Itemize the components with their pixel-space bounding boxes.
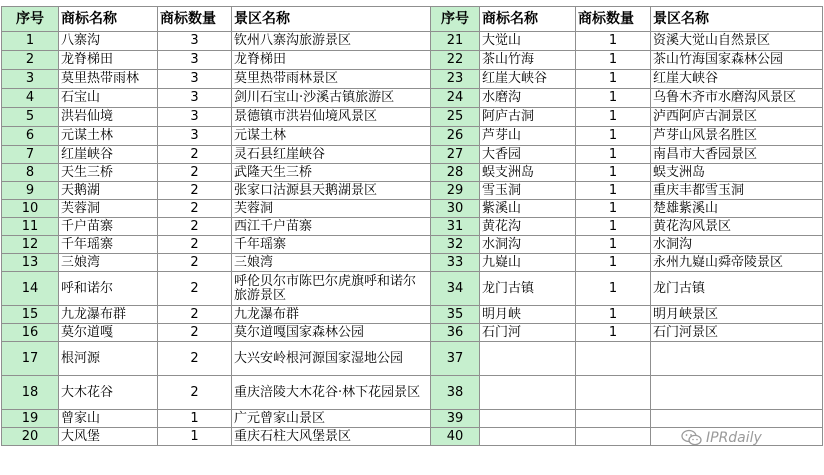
seq-left-cell: 16 — [2, 324, 59, 342]
scenic-left-cell: 九龙瀑布群 — [232, 306, 431, 324]
seq-left-cell: 9 — [2, 182, 59, 200]
table-row — [2, 376, 823, 410]
table-row — [2, 254, 823, 272]
count-header: 商标数量 — [158, 7, 232, 32]
scenic-left-cell: 莫里热带雨林景区 — [232, 70, 431, 89]
scenic-right-cell: 南昌市大香园景区 — [651, 146, 823, 164]
count-right-cell — [576, 428, 651, 446]
seq-right-cell: 21 — [431, 32, 480, 51]
scenic-right-cell — [651, 410, 823, 428]
scenic-right-cell: 资溪大觉山自然景区 — [651, 32, 823, 51]
brand-left-cell: 莫里热带雨林 — [59, 70, 158, 89]
brand-right-cell: 蜈支洲岛 — [480, 164, 576, 182]
table-row — [2, 164, 823, 182]
seq-right-cell: 33 — [431, 254, 480, 272]
brand-left-cell: 曾家山 — [59, 410, 158, 428]
count-left-cell: 2 — [158, 342, 232, 376]
brand-left-cell: 根河源 — [59, 342, 158, 376]
scenic-left-cell: 三娘湾 — [232, 254, 431, 272]
scenic-left-cell: 灵石县红崖峡谷 — [232, 146, 431, 164]
seq-left-cell: 19 — [2, 410, 59, 428]
count-left-cell: 3 — [158, 70, 232, 89]
count-right-cell: 1 — [576, 164, 651, 182]
count-right-cell: 1 — [576, 218, 651, 236]
brand-right-cell: 石门河 — [480, 324, 576, 342]
count-left-cell: 3 — [158, 51, 232, 70]
scenic-left-cell: 剑川石宝山·沙溪古镇旅游区 — [232, 89, 431, 108]
seq-right-cell: 30 — [431, 200, 480, 218]
seq-left-cell: 15 — [2, 306, 59, 324]
brand-right-cell — [480, 342, 576, 376]
count-left-cell: 3 — [158, 127, 232, 146]
brand-right-cell: 芦芽山 — [480, 127, 576, 146]
table-row — [2, 127, 823, 146]
seq-left-cell: 6 — [2, 127, 59, 146]
count-right-cell: 1 — [576, 32, 651, 51]
brand-left-cell: 八寨沟 — [59, 32, 158, 51]
scenic-right-cell: 芦芽山风景名胜区 — [651, 127, 823, 146]
brand-left-cell: 元谋土林 — [59, 127, 158, 146]
scenic-left-cell: 西江千户苗寨 — [232, 218, 431, 236]
seq-left-cell: 11 — [2, 218, 59, 236]
brand-left-cell: 洪岩仙境 — [59, 108, 158, 127]
scenic-right-cell — [651, 342, 823, 376]
count-right-cell — [576, 376, 651, 410]
seq-left-cell: 20 — [2, 428, 59, 446]
count-right-cell: 1 — [576, 182, 651, 200]
brand-right-cell: 阿庐古洞 — [480, 108, 576, 127]
count-left-cell: 3 — [158, 108, 232, 127]
seq-right-cell: 22 — [431, 51, 480, 70]
seq-right-cell: 23 — [431, 70, 480, 89]
brand-left-cell: 天鹅湖 — [59, 182, 158, 200]
seq-right-cell: 38 — [431, 376, 480, 410]
brand-left-cell: 芙蓉洞 — [59, 200, 158, 218]
seq-right-cell: 37 — [431, 342, 480, 376]
scenic-left-cell: 张家口沽源县天鹅湖景区 — [232, 182, 431, 200]
count-left-cell: 3 — [158, 89, 232, 108]
seq-left-cell: 8 — [2, 164, 59, 182]
seq-right-cell: 24 — [431, 89, 480, 108]
scenic-right-cell: 水洞沟 — [651, 236, 823, 254]
table-row — [2, 51, 823, 70]
brand-left-cell: 龙脊梯田 — [59, 51, 158, 70]
scenic-right-cell: 石门河景区 — [651, 324, 823, 342]
scenic-left-cell: 莫尔道嘎国家森林公园 — [232, 324, 431, 342]
seq-right-cell: 35 — [431, 306, 480, 324]
seq-right-cell: 25 — [431, 108, 480, 127]
brand-left-cell: 九龙瀑布群 — [59, 306, 158, 324]
table-row — [2, 272, 823, 306]
scenic-left-cell: 呼伦贝尔市陈巴尔虎旗呼和诺尔旅游景区 — [232, 272, 431, 306]
table-row — [2, 342, 823, 376]
count-left-cell: 2 — [158, 200, 232, 218]
brand-right-cell: 九嶷山 — [480, 254, 576, 272]
scenic-right-cell: 红崖大峡谷 — [651, 70, 823, 89]
table-row — [2, 108, 823, 127]
brand-right-cell: 黄花沟 — [480, 218, 576, 236]
brand-header-right: 商标名称 — [480, 7, 576, 32]
scenic-right-cell: 乌鲁木齐市水磨沟风景区 — [651, 89, 823, 108]
seq-left-cell: 7 — [2, 146, 59, 164]
trademark-table — [1, 6, 823, 446]
table-row — [2, 32, 823, 51]
brand-left-cell: 千户苗寨 — [59, 218, 158, 236]
seq-left-cell: 18 — [2, 376, 59, 410]
scenic-left-cell: 重庆石柱大风堡景区 — [232, 428, 431, 446]
seq-right-cell: 32 — [431, 236, 480, 254]
count-right-cell: 1 — [576, 254, 651, 272]
scenic-left-cell: 景德镇市洪岩仙境风景区 — [232, 108, 431, 127]
count-right-cell: 1 — [576, 200, 651, 218]
seq-left-cell: 17 — [2, 342, 59, 376]
seq-left-cell: 3 — [2, 70, 59, 89]
count-left-cell: 1 — [158, 428, 232, 446]
seq-right-cell: 31 — [431, 218, 480, 236]
brand-left-cell: 天生三桥 — [59, 164, 158, 182]
count-left-cell: 2 — [158, 324, 232, 342]
table-row — [2, 89, 823, 108]
seq-left-cell: 5 — [2, 108, 59, 127]
brand-right-cell: 红崖大峡谷 — [480, 70, 576, 89]
seq-left-cell: 14 — [2, 272, 59, 306]
brand-right-cell: 明月峡 — [480, 306, 576, 324]
count-right-cell: 1 — [576, 70, 651, 89]
count-left-cell: 1 — [158, 410, 232, 428]
seq-right-cell: 28 — [431, 164, 480, 182]
watermark — [681, 429, 762, 447]
brand-right-cell: 水洞沟 — [480, 236, 576, 254]
seq-right-cell: 39 — [431, 410, 480, 428]
table-row — [2, 218, 823, 236]
scenic-left-cell: 大兴安岭根河源国家湿地公园 — [232, 342, 431, 376]
count-right-cell: 1 — [576, 306, 651, 324]
count-right-cell: 1 — [576, 89, 651, 108]
count-right-cell: 1 — [576, 324, 651, 342]
table-row — [2, 306, 823, 324]
scenic-right-cell: 楚雄紫溪山 — [651, 200, 823, 218]
brand-right-cell: 大香园 — [480, 146, 576, 164]
header-row — [2, 7, 823, 32]
scenic-left-cell: 元谋土林 — [232, 127, 431, 146]
count-right-cell: 1 — [576, 51, 651, 70]
seq-left-cell: 2 — [2, 51, 59, 70]
count-right-cell: 1 — [576, 146, 651, 164]
wechat-icon — [681, 429, 703, 447]
table-row — [2, 200, 823, 218]
table-row — [2, 236, 823, 254]
seq-left-cell: 13 — [2, 254, 59, 272]
scenic-left-cell: 钦州八寨沟旅游景区 — [232, 32, 431, 51]
brand-right-cell — [480, 428, 576, 446]
seq-right-cell: 26 — [431, 127, 480, 146]
count-left-cell: 2 — [158, 218, 232, 236]
brand-left-cell: 三娘湾 — [59, 254, 158, 272]
seq-header-right: 序号 — [431, 7, 480, 32]
scenic-right-cell: 明月峡景区 — [651, 306, 823, 324]
brand-header: 商标名称 — [59, 7, 158, 32]
count-left-cell: 2 — [158, 182, 232, 200]
scenic-header: 景区名称 — [232, 7, 431, 32]
count-right-cell: 1 — [576, 272, 651, 306]
count-left-cell: 2 — [158, 376, 232, 410]
brand-left-cell: 红崖峡谷 — [59, 146, 158, 164]
count-left-cell: 2 — [158, 146, 232, 164]
scenic-right-cell: 龙门古镇 — [651, 272, 823, 306]
watermark-text: IPRdaily — [706, 430, 762, 446]
table-row — [2, 146, 823, 164]
count-right-cell: 1 — [576, 127, 651, 146]
scenic-right-cell: 重庆丰都雪玉洞 — [651, 182, 823, 200]
seq-right-cell: 40 — [431, 428, 480, 446]
scenic-right-cell: 永州九嶷山舜帝陵景区 — [651, 254, 823, 272]
scenic-left-cell: 重庆涪陵大木花谷·林下花园景区 — [232, 376, 431, 410]
count-right-cell — [576, 410, 651, 428]
brand-right-cell — [480, 410, 576, 428]
scenic-right-cell — [651, 376, 823, 410]
count-left-cell: 2 — [158, 164, 232, 182]
scenic-header-right: 景区名称 — [651, 7, 823, 32]
count-left-cell: 2 — [158, 306, 232, 324]
count-left-cell: 2 — [158, 272, 232, 306]
scenic-left-cell: 武隆天生三桥 — [232, 164, 431, 182]
brand-right-cell: 紫溪山 — [480, 200, 576, 218]
brand-right-cell: 龙门古镇 — [480, 272, 576, 306]
brand-right-cell: 雪玉洞 — [480, 182, 576, 200]
seq-right-cell: 34 — [431, 272, 480, 306]
count-right-cell: 1 — [576, 236, 651, 254]
count-right-cell: 1 — [576, 108, 651, 127]
scenic-left-cell: 芙蓉洞 — [232, 200, 431, 218]
seq-right-cell: 29 — [431, 182, 480, 200]
seq-header: 序号 — [2, 7, 59, 32]
seq-right-cell: 27 — [431, 146, 480, 164]
scenic-left-cell: 千年瑶寨 — [232, 236, 431, 254]
brand-left-cell: 大木花谷 — [59, 376, 158, 410]
table-row — [2, 182, 823, 200]
count-left-cell: 3 — [158, 32, 232, 51]
seq-right-cell: 36 — [431, 324, 480, 342]
table-row — [2, 70, 823, 89]
scenic-left-cell: 龙脊梯田 — [232, 51, 431, 70]
brand-left-cell: 大风堡 — [59, 428, 158, 446]
count-header-right: 商标数量 — [576, 7, 651, 32]
scenic-right-cell: 泸西阿庐古洞景区 — [651, 108, 823, 127]
brand-right-cell — [480, 376, 576, 410]
seq-left-cell: 1 — [2, 32, 59, 51]
brand-right-cell: 大觉山 — [480, 32, 576, 51]
seq-left-cell: 10 — [2, 200, 59, 218]
table-row — [2, 324, 823, 342]
brand-left-cell: 千年瑶寨 — [59, 236, 158, 254]
brand-right-cell: 水磨沟 — [480, 89, 576, 108]
count-left-cell: 2 — [158, 236, 232, 254]
brand-right-cell: 茶山竹海 — [480, 51, 576, 70]
scenic-right-cell: 蜈支洲岛 — [651, 164, 823, 182]
table-row — [2, 410, 823, 428]
seq-left-cell: 12 — [2, 236, 59, 254]
brand-left-cell: 石宝山 — [59, 89, 158, 108]
seq-left-cell: 4 — [2, 89, 59, 108]
scenic-left-cell: 广元曾家山景区 — [232, 410, 431, 428]
brand-left-cell: 莫尔道嘎 — [59, 324, 158, 342]
count-right-cell — [576, 342, 651, 376]
scenic-right-cell: 黄花沟风景区 — [651, 218, 823, 236]
brand-left-cell: 呼和诺尔 — [59, 272, 158, 306]
count-left-cell: 2 — [158, 254, 232, 272]
scenic-right-cell: 茶山竹海国家森林公园 — [651, 51, 823, 70]
